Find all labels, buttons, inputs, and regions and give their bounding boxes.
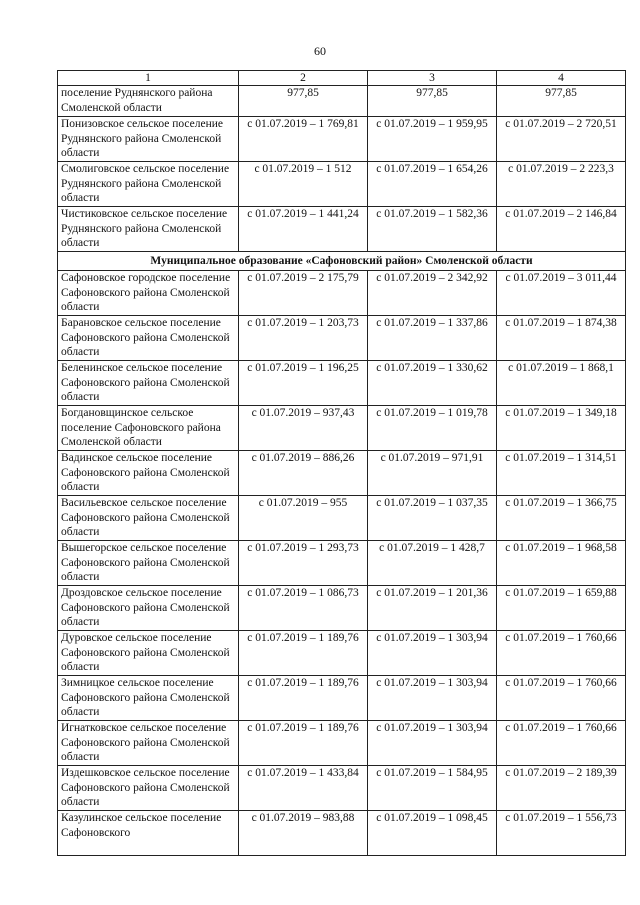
tariff-value-col-3: с 01.07.2019 – 1 582,36: [368, 207, 497, 252]
tariff-value-col-3: с 01.07.2019 – 1 303,94: [368, 631, 497, 676]
settlement-name: Барановское сельское поселение Сафоновского района Смоленской области: [58, 316, 239, 361]
tariff-value-col-2: с 01.07.2019 – 1 189,76: [239, 721, 368, 766]
table-row: [58, 316, 626, 361]
tariff-value-col-4: с 01.07.2019 – 2 189,39: [497, 766, 626, 811]
tariff-value-col-4: с 01.07.2019 – 1 760,66: [497, 676, 626, 721]
tariff-value-col-3: с 01.07.2019 – 971,91: [368, 451, 497, 496]
tariff-value-col-3: 977,85: [368, 86, 497, 117]
table-row: [58, 811, 626, 856]
tariff-table: [57, 70, 626, 856]
safonovo-district-rows: [58, 271, 626, 856]
tariff-value-col-2: с 01.07.2019 – 1 086,73: [239, 586, 368, 631]
tariff-value-col-3: с 01.07.2019 – 1 019,78: [368, 406, 497, 451]
tariff-value-col-2: 977,85: [239, 86, 368, 117]
tariff-value-col-3: с 01.07.2019 – 1 303,94: [368, 721, 497, 766]
tariff-value-col-3: с 01.07.2019 – 2 342,92: [368, 271, 497, 316]
table-row: [58, 361, 626, 406]
settlement-name: Сафоновское городское поселение Сафоновского района Смоленской области: [58, 271, 239, 316]
tariff-value-col-4: с 01.07.2019 – 2 223,3: [497, 162, 626, 207]
table-row: [58, 586, 626, 631]
settlement-name: Понизовское сельское поселение Руднянского района Смоленской области: [58, 117, 239, 162]
settlement-name: Зимницкое сельское поселение Сафоновского района Смоленской области: [58, 676, 239, 721]
table-row: [58, 721, 626, 766]
tariff-value-col-3: с 01.07.2019 – 1 428,7: [368, 541, 497, 586]
tariff-value-col-4: с 01.07.2019 – 1 868,1: [497, 361, 626, 406]
tariff-value-col-4: 977,85: [497, 86, 626, 117]
tariff-value-col-2: с 01.07.2019 – 1 512: [239, 162, 368, 207]
section-header-body: [58, 252, 626, 271]
tariff-value-col-4: с 01.07.2019 – 1 314,51: [497, 451, 626, 496]
tariff-value-col-3: с 01.07.2019 – 1 654,26: [368, 162, 497, 207]
tariff-value-col-4: с 01.07.2019 – 1 760,66: [497, 631, 626, 676]
table-row: [58, 86, 626, 117]
table-row: [58, 496, 626, 541]
tariff-value-col-4: с 01.07.2019 – 1 968,58: [497, 541, 626, 586]
tariff-value-col-2: с 01.07.2019 – 1 769,81: [239, 117, 368, 162]
settlement-name: Смолиговское сельское поселение Руднянского района Смоленской области: [58, 162, 239, 207]
table-row: [58, 766, 626, 811]
tariff-value-col-3: с 01.07.2019 – 1 201,36: [368, 586, 497, 631]
table-row: [58, 541, 626, 586]
tariff-value-col-3: с 01.07.2019 – 1 337,86: [368, 316, 497, 361]
settlement-name: Васильевское сельское поселение Сафоновского района Смоленской области: [58, 496, 239, 541]
table-row: [58, 271, 626, 316]
page-number: 60: [314, 44, 326, 58]
tariff-value-col-4: с 01.07.2019 – 1 760,66: [497, 721, 626, 766]
section-title: Муниципальное образование «Сафоновский район» Смоленской области: [58, 252, 626, 271]
table-row: [58, 162, 626, 207]
settlement-name: Игнатковское сельское поселение Сафоновского района Смоленской области: [58, 721, 239, 766]
tariff-value-col-4: с 01.07.2019 – 1 659,88: [497, 586, 626, 631]
column-header-2: 2: [239, 71, 368, 86]
tariff-value-col-2: с 01.07.2019 – 1 189,76: [239, 676, 368, 721]
settlement-name: поселение Руднянского района Смоленской области: [58, 86, 239, 117]
tariff-value-col-4: с 01.07.2019 – 1 556,73: [497, 811, 626, 856]
table-row: [58, 117, 626, 162]
tariff-value-col-2: с 01.07.2019 – 1 203,73: [239, 316, 368, 361]
tariff-value-col-3: с 01.07.2019 – 1 037,35: [368, 496, 497, 541]
tariff-value-col-4: с 01.07.2019 – 1 349,18: [497, 406, 626, 451]
settlement-name: Издешковское сельское поселение Сафоновского района Смоленской области: [58, 766, 239, 811]
tariff-value-col-2: с 01.07.2019 – 1 189,76: [239, 631, 368, 676]
settlement-name: Богдановщинское сельское поселение Сафоновского района Смоленской области: [58, 406, 239, 451]
tariff-value-col-3: с 01.07.2019 – 1 330,62: [368, 361, 497, 406]
tariff-value-col-2: с 01.07.2019 – 937,43: [239, 406, 368, 451]
settlement-name: Чистиковское сельское поселение Руднянского района Смоленской области: [58, 207, 239, 252]
tariff-value-col-4: с 01.07.2019 – 2 146,84: [497, 207, 626, 252]
rudnya-district-rows: [58, 86, 626, 252]
tariff-value-col-3: с 01.07.2019 – 1 098,45: [368, 811, 497, 856]
tariff-value-col-3: с 01.07.2019 – 1 584,95: [368, 766, 497, 811]
tariff-value-col-2: с 01.07.2019 – 955: [239, 496, 368, 541]
table-row: [58, 207, 626, 252]
tariff-value-col-2: с 01.07.2019 – 1 433,84: [239, 766, 368, 811]
table-row: [58, 676, 626, 721]
tariff-value-col-2: с 01.07.2019 – 1 196,25: [239, 361, 368, 406]
settlement-name: Беленинское сельское поселение Сафоновского района Смоленской области: [58, 361, 239, 406]
tariff-value-col-2: с 01.07.2019 – 886,26: [239, 451, 368, 496]
tariff-value-col-3: с 01.07.2019 – 1 303,94: [368, 676, 497, 721]
tariff-value-col-2: с 01.07.2019 – 2 175,79: [239, 271, 368, 316]
tariff-value-col-2: с 01.07.2019 – 1 441,24: [239, 207, 368, 252]
tariff-value-col-3: с 01.07.2019 – 1 959,95: [368, 117, 497, 162]
settlement-name: Дроздовское сельское поселение Сафоновского района Смоленской области: [58, 586, 239, 631]
settlement-name: Казулинское сельское поселение Сафоновского: [58, 811, 239, 856]
settlement-name: Вышегорское сельское поселение Сафоновского района Смоленской области: [58, 541, 239, 586]
section-header-row: [58, 252, 626, 271]
column-header-1: 1: [58, 71, 239, 86]
table-row: [58, 451, 626, 496]
table-row: [58, 406, 626, 451]
column-number-row: [58, 71, 626, 86]
tariff-value-col-4: с 01.07.2019 – 1 366,75: [497, 496, 626, 541]
settlement-name: Дуровское сельское поселение Сафоновского района Смоленской области: [58, 631, 239, 676]
tariff-value-col-4: с 01.07.2019 – 2 720,51: [497, 117, 626, 162]
tariff-value-col-4: с 01.07.2019 – 1 874,38: [497, 316, 626, 361]
tariff-value-col-2: с 01.07.2019 – 1 293,73: [239, 541, 368, 586]
tariff-value-col-4: с 01.07.2019 – 3 011,44: [497, 271, 626, 316]
column-header-4: 4: [497, 71, 626, 86]
tariff-value-col-2: с 01.07.2019 – 983,88: [239, 811, 368, 856]
table-row: [58, 631, 626, 676]
column-header-3: 3: [368, 71, 497, 86]
settlement-name: Вадинское сельское поселение Сафоновского района Смоленской области: [58, 451, 239, 496]
